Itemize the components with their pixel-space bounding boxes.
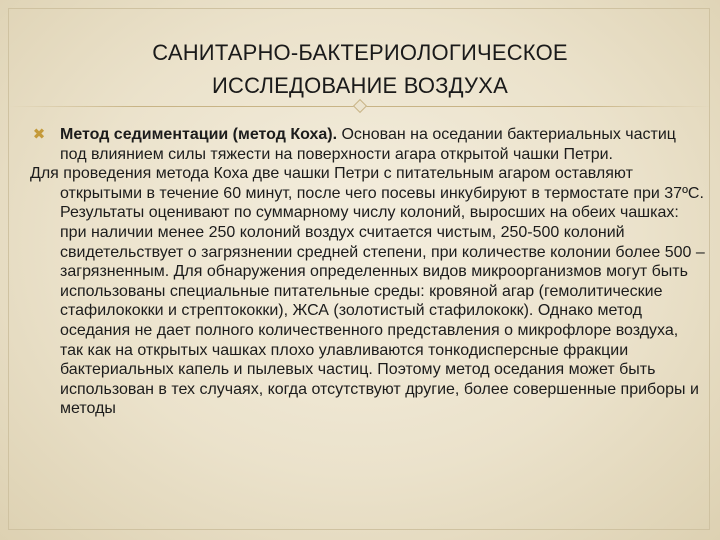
x-bullet-icon: ✖ bbox=[32, 126, 46, 143]
title-line-1: САНИТАРНО-БАКТЕРИОЛОГИЧЕСКОЕ bbox=[152, 40, 568, 65]
body-paragraph-text: Для проведения метода Коха две чашки Петри с питательным агаром оставляют открытыми в течение 60 минут, после чего посевы инкубируют в термостате при 37ºС. Результаты оценивают по суммарному числу колоний, выросших на обеих чашках: при наличии менее 250 колоний воздух считается чистым, 250-500 колоний свидетельствует о загрязнении средней степени, при количестве колонии более 500 – загрязненным. Для обнаружения определенных видов микроорганизмов могут быть использованы специальные питательные среды: кровяной агар (гемолитические стафилококки и стрептококки), ЖСА (золотистый стафилококк). Однако метод оседания не дает полного количественного представления о микрофлоре воздуха, так как на открытых чашках плохо улавливаются тонкодисперсные фракции бактериальных капель и пылевых частиц. Поэтому метод оседания может быть использован в тех случаях, когда отсутствуют другие, более совершенные приборы и методы bbox=[30, 165, 705, 418]
body-paragraph bbox=[30, 164, 705, 419]
bullet-item bbox=[30, 125, 705, 164]
title-line-2: ИССЛЕДОВАНИЕ ВОЗДУХА bbox=[212, 73, 508, 98]
slide-title bbox=[40, 36, 680, 102]
bullet-lead: Метод седиментации (метод Коха). bbox=[60, 126, 338, 143]
slide-body bbox=[30, 125, 705, 419]
bullet-text: Основан на оседании бактериальных частиц под влиянием силы тяжести на поверхности агара открытой чашки Петри. bbox=[60, 126, 676, 163]
